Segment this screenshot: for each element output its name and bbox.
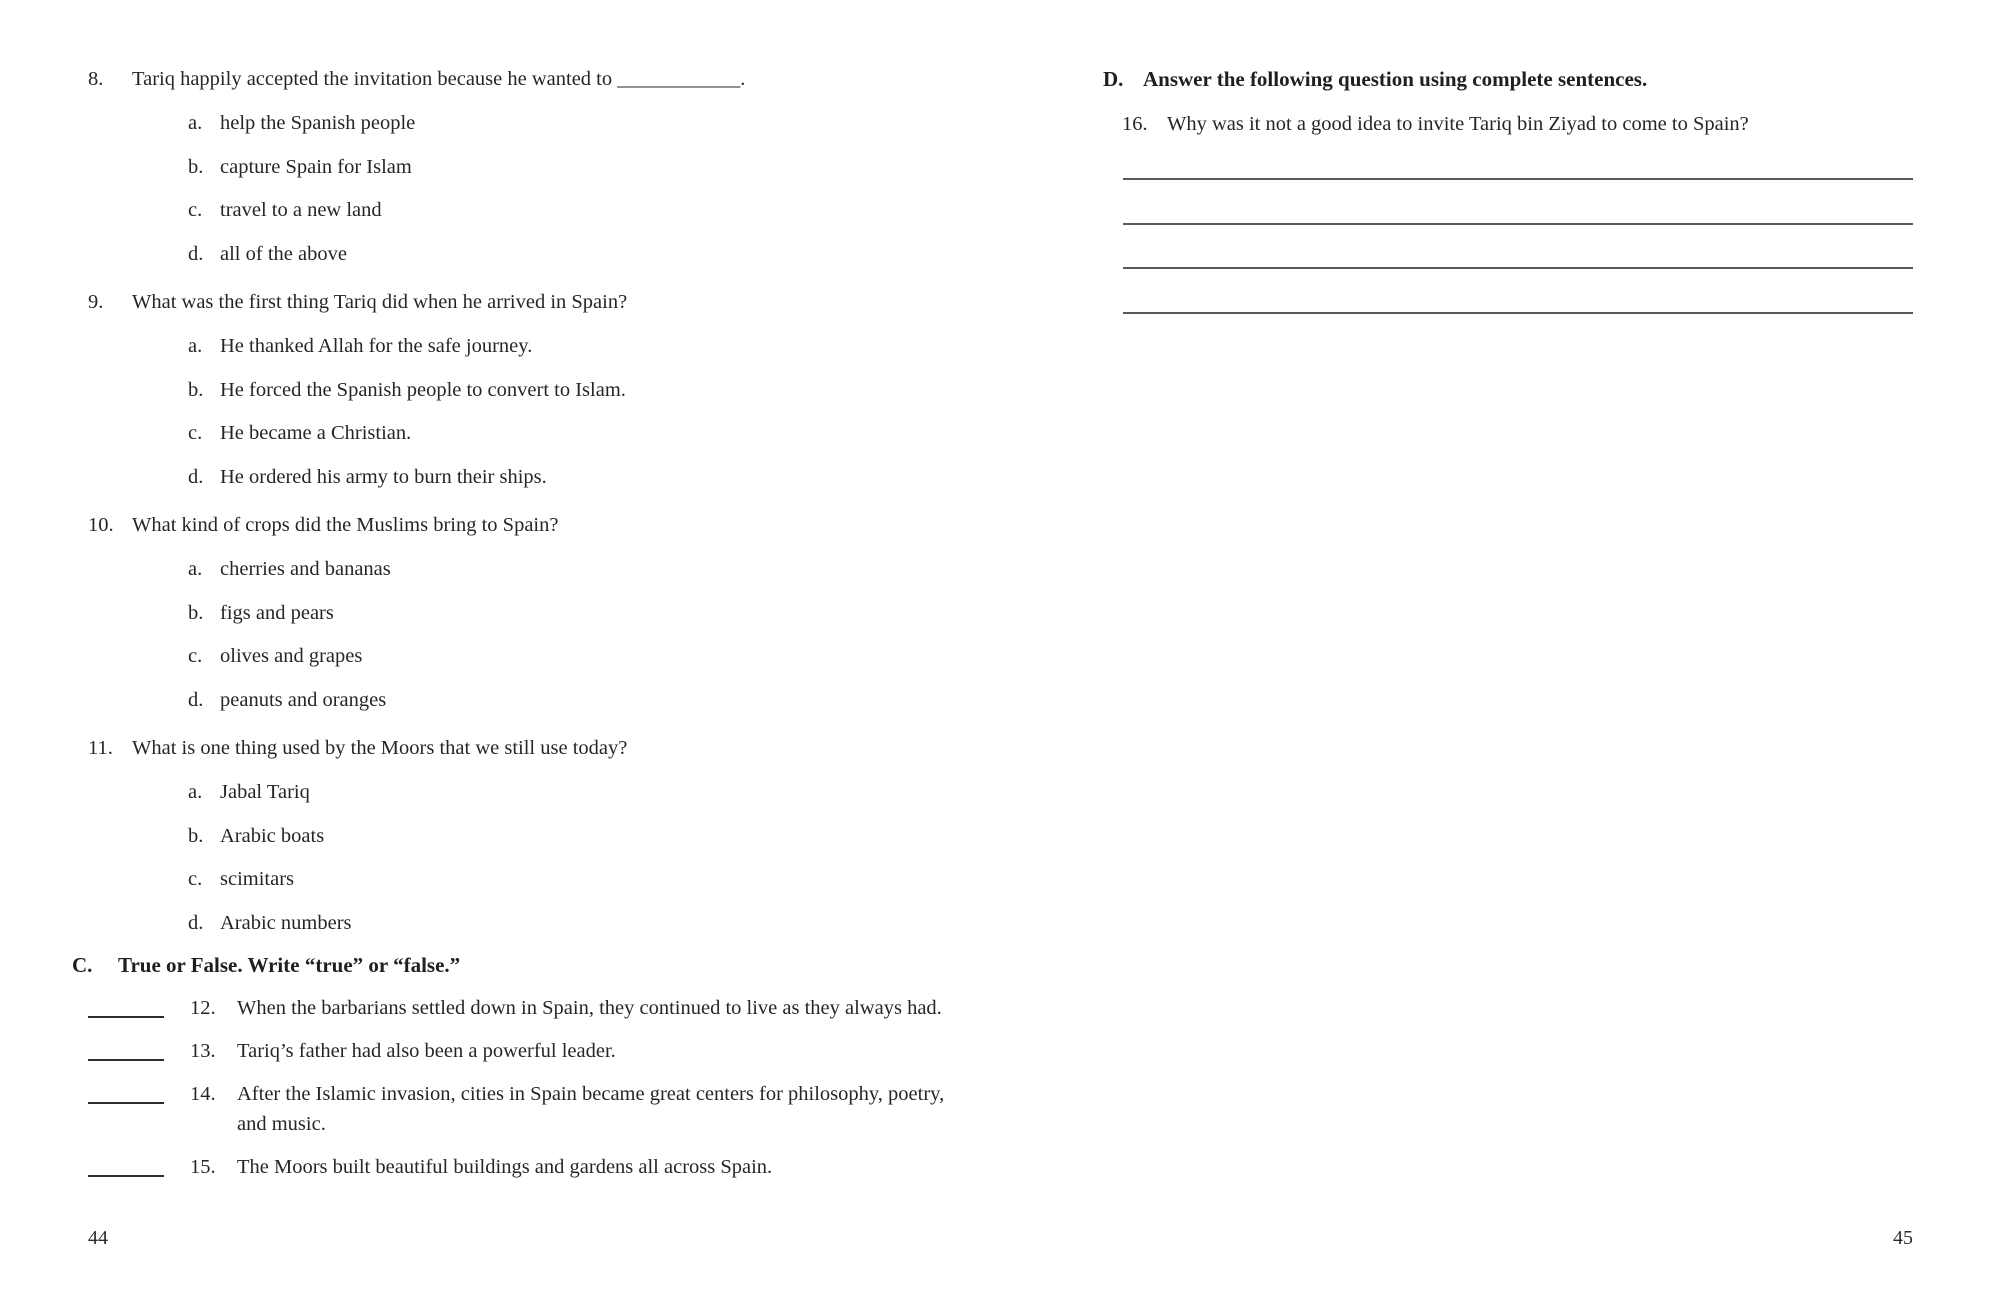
question-8	[72, 56, 1000, 276]
question-11	[72, 725, 1000, 945]
page-number-left: 44	[88, 1227, 108, 1249]
option-text: Arabic boats	[220, 824, 325, 847]
question-number: 16.	[1122, 112, 1148, 135]
option-text: Arabic numbers	[220, 911, 352, 934]
tf-item-text: Tariq’s father had also been a powerful leader.	[237, 1040, 616, 1062]
tf-item-15	[72, 1152, 1000, 1182]
tf-item-number: 15.	[190, 1156, 216, 1178]
question-text: What kind of crops did the Muslims bring to Spain?	[132, 513, 559, 536]
option-letter: c.	[188, 199, 203, 222]
page-45	[1000, 0, 2000, 1294]
tf-item-12	[72, 993, 1000, 1023]
option-d	[72, 902, 1000, 946]
option-text: travel to a new land	[220, 199, 382, 222]
option-a	[72, 102, 1000, 146]
option-letter: a.	[188, 112, 203, 135]
question-text: What was the first thing Tariq did when he arrived in Spain?	[132, 290, 628, 313]
question-10	[72, 502, 1000, 722]
option-letter: c.	[188, 645, 203, 668]
option-text: He thanked Allah for the safe journey.	[220, 335, 533, 358]
tf-item-14	[72, 1079, 1000, 1139]
question-row	[72, 56, 1000, 102]
tf-answer-blank[interactable]	[88, 993, 164, 1018]
answer-line[interactable]	[1123, 146, 1913, 180]
tf-answer-blank[interactable]	[88, 1079, 164, 1104]
tf-answer-blank[interactable]	[88, 1036, 164, 1061]
option-text: Jabal Tariq	[220, 781, 310, 804]
option-a	[72, 548, 1000, 592]
answer-line[interactable]	[1123, 180, 1913, 225]
option-letter: b.	[188, 155, 204, 178]
option-letter: a.	[188, 335, 203, 358]
option-letter: b.	[188, 378, 204, 401]
option-letter: d.	[188, 911, 204, 934]
option-letter: b.	[188, 601, 204, 624]
tf-item-number: 12.	[190, 997, 216, 1019]
option-c	[72, 635, 1000, 679]
section-c-heading	[72, 945, 1000, 985]
question-number: 11.	[88, 736, 113, 759]
option-d	[72, 456, 1000, 500]
section-d-heading	[1103, 56, 1913, 102]
option-text: olives and grapes	[220, 645, 363, 668]
option-text: capture Spain for Islam	[220, 155, 412, 178]
option-b	[72, 369, 1000, 413]
answer-line[interactable]	[1123, 225, 1913, 270]
tf-item-number: 14.	[190, 1083, 216, 1105]
question-9	[72, 279, 1000, 499]
option-text: He became a Christian.	[220, 422, 412, 445]
tf-answer-blank[interactable]	[88, 1152, 164, 1177]
option-text: help the Spanish people	[220, 112, 416, 135]
question-text: Why was it not a good idea to invite Tariq bin Ziyad to come to Spain?	[1167, 112, 1749, 135]
option-c	[72, 858, 1000, 902]
question-row	[72, 725, 1000, 771]
option-text: peanuts and oranges	[220, 688, 387, 711]
option-text: scimitars	[220, 868, 295, 891]
option-b	[72, 146, 1000, 190]
option-text: He forced the Spanish people to convert to Islam.	[220, 378, 626, 401]
tf-item-number: 13.	[190, 1040, 216, 1062]
section-c-label: C.	[72, 952, 93, 977]
option-letter: d.	[188, 688, 204, 711]
option-d	[72, 233, 1000, 277]
question-text: What is one thing used by the Moors that we still use today?	[132, 736, 628, 759]
option-letter: d.	[188, 242, 204, 265]
option-b	[72, 815, 1000, 859]
option-b	[72, 592, 1000, 636]
option-letter: a.	[188, 558, 203, 581]
tf-item-text: The Moors built beautiful buildings and gardens all across Spain.	[237, 1156, 773, 1178]
option-c	[72, 412, 1000, 456]
answer-area	[1123, 146, 1913, 314]
tf-item-text: After the Islamic invasion, cities in Spain became great centers for philosophy, poetry, and music.	[237, 1083, 945, 1135]
option-text: figs and pears	[220, 601, 334, 624]
option-a	[72, 771, 1000, 815]
question-number: 10.	[88, 513, 114, 536]
question-number: 8.	[88, 67, 104, 90]
option-a	[72, 325, 1000, 369]
section-d-title: Answer the following question using complete sentences.	[1143, 66, 1648, 91]
question-row	[72, 279, 1000, 325]
question-number: 9.	[88, 290, 104, 313]
option-letter: b.	[188, 824, 204, 847]
section-c-title: True or False. Write “true” or “false.”	[118, 952, 461, 977]
section-d-label: D.	[1103, 66, 1124, 91]
question-text: Tariq happily accepted the invitation because he wanted to ____________.	[132, 67, 746, 90]
question-row	[72, 502, 1000, 548]
option-c	[72, 189, 1000, 233]
option-d	[72, 679, 1000, 723]
question-16	[1103, 102, 1913, 146]
option-text: cherries and bananas	[220, 558, 391, 581]
option-text: all of the above	[220, 242, 347, 265]
option-text: He ordered his army to burn their ships.	[220, 465, 547, 488]
option-letter: c.	[188, 422, 203, 445]
option-letter: c.	[188, 868, 203, 891]
answer-line[interactable]	[1123, 269, 1913, 314]
tf-item-13	[72, 1036, 1000, 1066]
tf-item-text: When the barbarians settled down in Spain, they continued to live as they always had.	[237, 997, 942, 1019]
option-letter: a.	[188, 781, 203, 804]
option-letter: d.	[188, 465, 204, 488]
page-number-right: 45	[1893, 1227, 1913, 1249]
